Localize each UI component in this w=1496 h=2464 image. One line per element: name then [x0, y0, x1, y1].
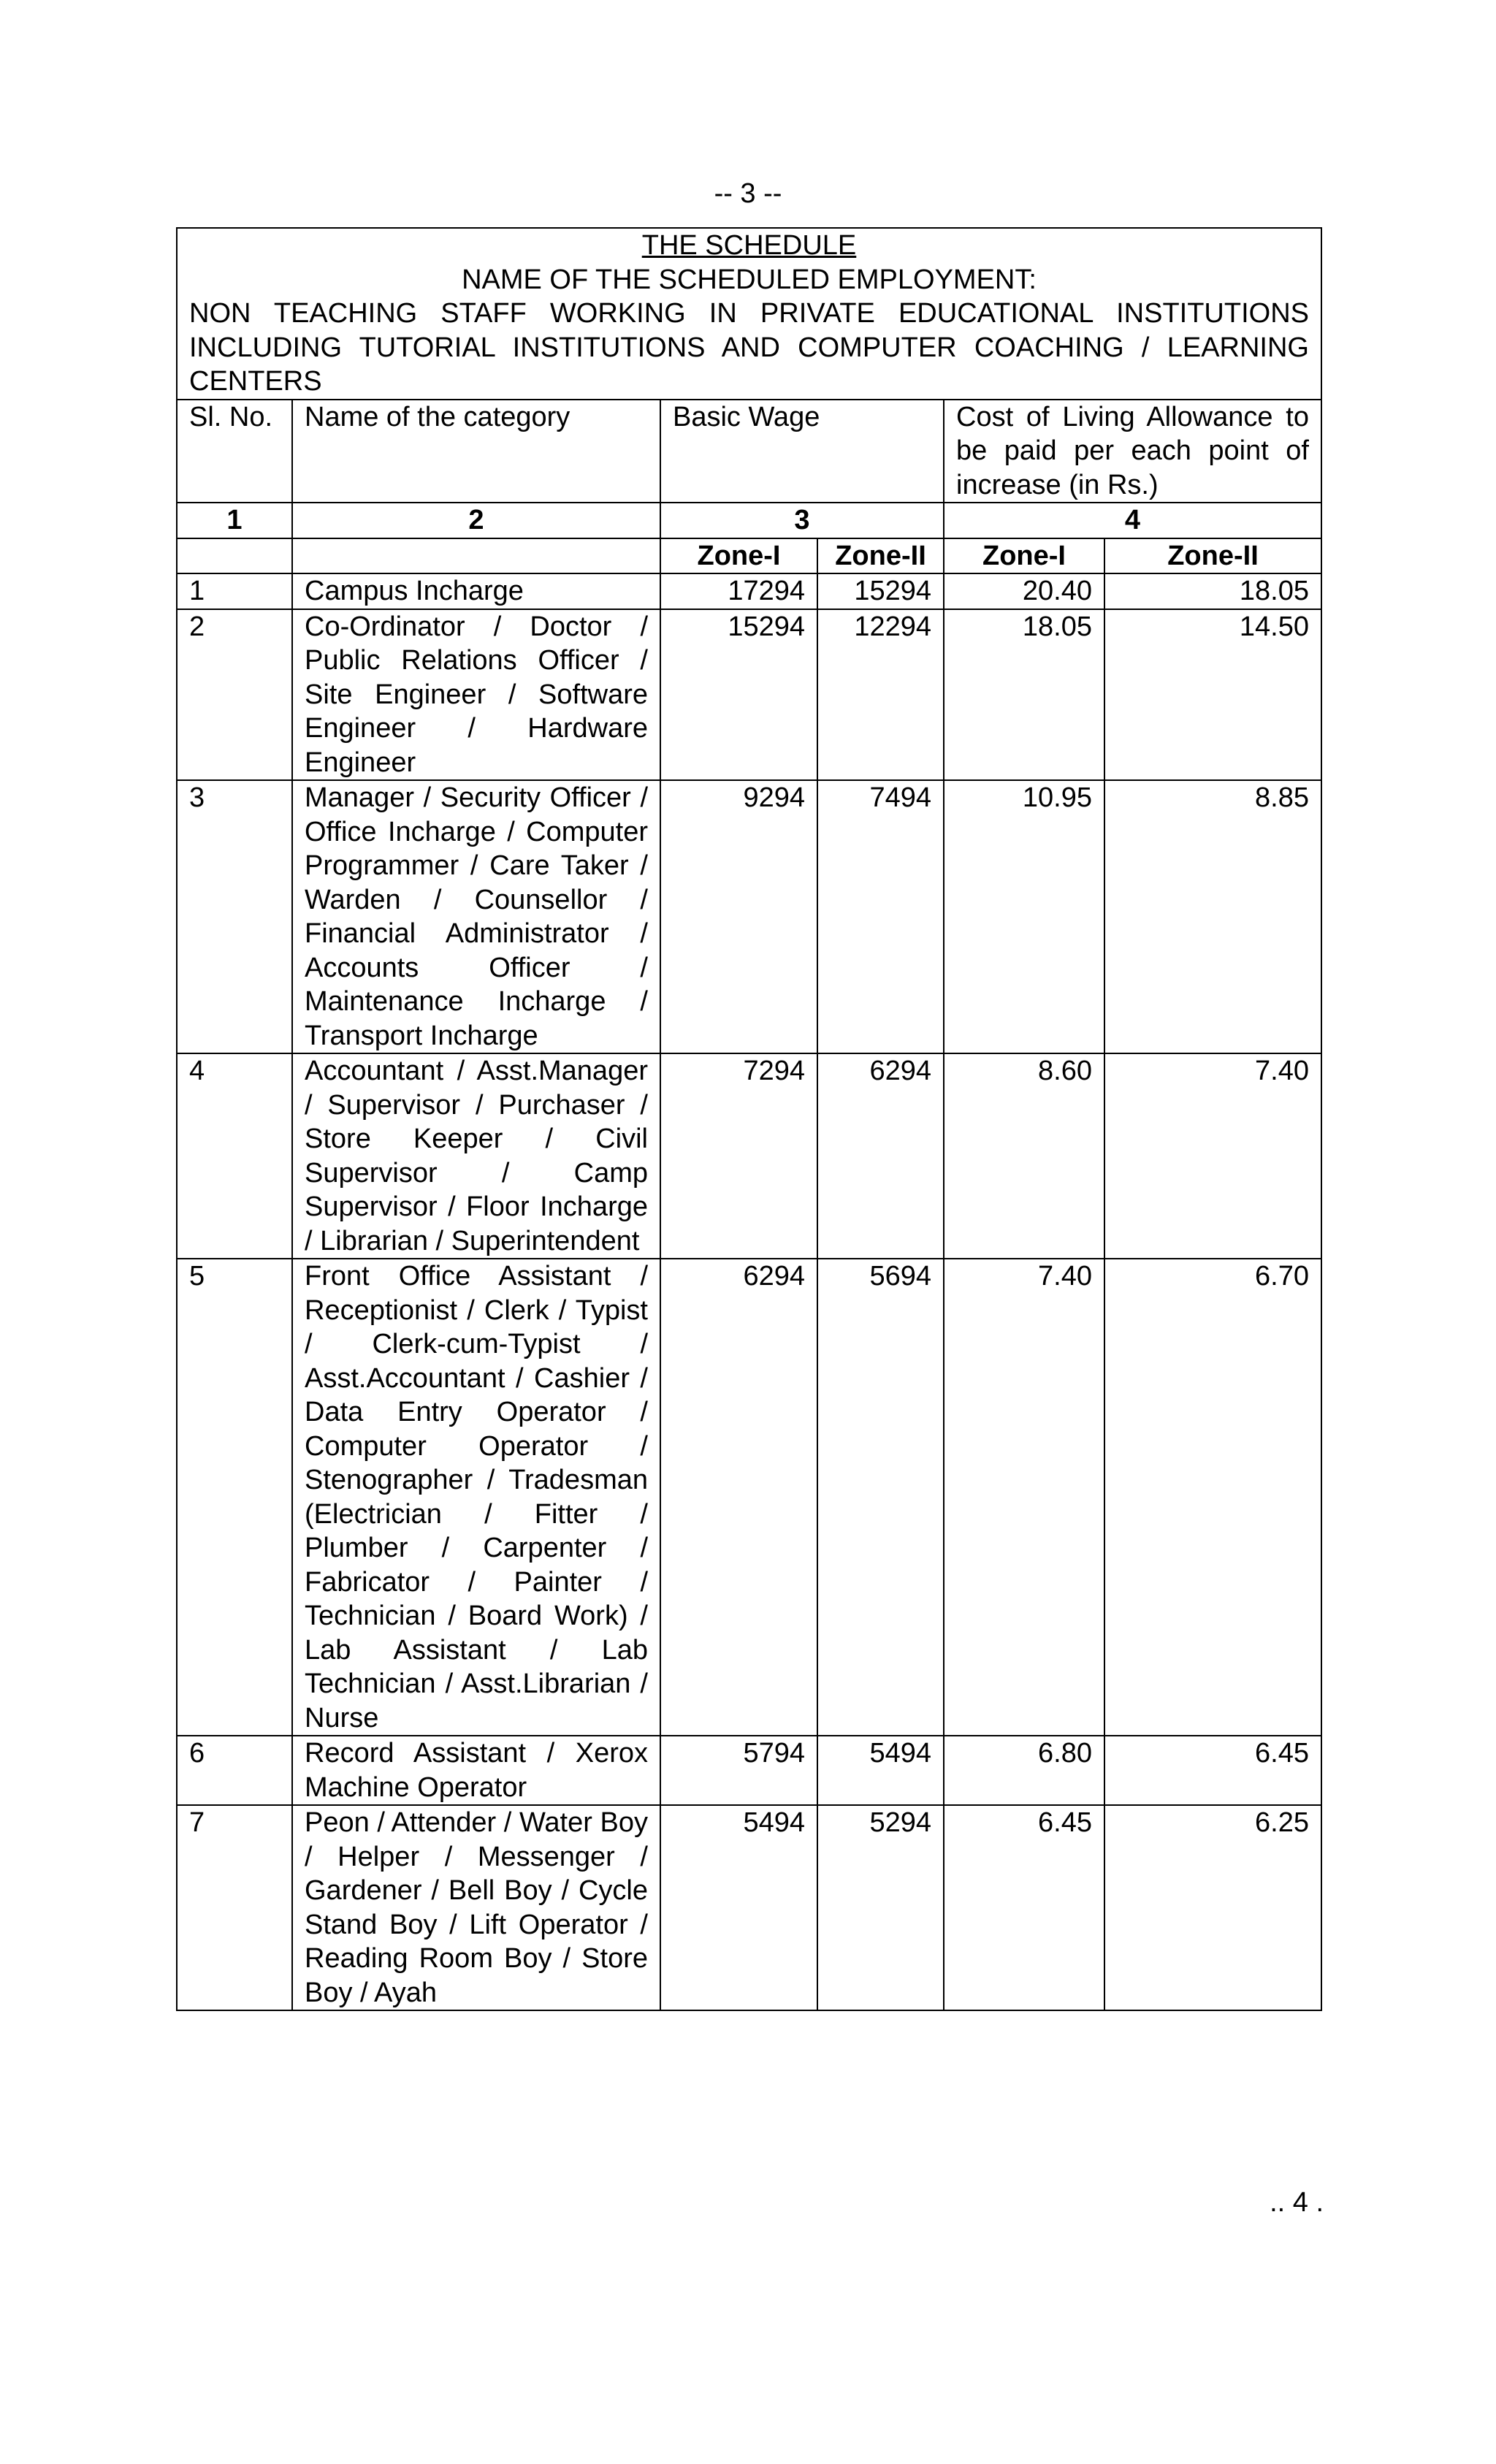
- sl-no-header: Sl. No.: [177, 400, 292, 503]
- cola-zone-2-cell: 6.25: [1104, 1805, 1321, 2010]
- employment-line-2: INCLUDING TUTORIAL INSTITUTIONS AND COMPUTER COACHING / LEARNING: [189, 332, 1309, 363]
- cola-zone-1-cell: 20.40: [944, 573, 1104, 609]
- column-number-2: 2: [292, 503, 660, 538]
- basic-zone-1-header: Zone-I: [660, 538, 817, 574]
- cola-zone-2-cell: 7.40: [1104, 1053, 1321, 1259]
- table-row: [177, 609, 1321, 781]
- schedule-heading-row: [177, 228, 1321, 400]
- cola-zone-1-cell: 10.95: [944, 780, 1104, 1053]
- basic-zone-2-cell: 6294: [817, 1053, 944, 1259]
- cola-zone-2-header: Zone-II: [1104, 538, 1321, 574]
- cola-zone-2-cell: 8.85: [1104, 780, 1321, 1053]
- basic-zone-2-cell: 5694: [817, 1259, 944, 1736]
- category-cell: Front Office Assistant / Receptionist / Clerk / Typist / Clerk-cum-Typist / Asst.Accountant / Cashier / Data Entry Operator / Computer Operator / Stenographer / Tradesman (Electrician / Fitter / Plumber / Carpenter / Fabricator / Painter / Technician / Board Work) / Lab Assistant / Lab Technician / Asst.Librarian / Nurse: [292, 1259, 660, 1736]
- page-number: -- 3 --: [714, 178, 782, 209]
- column-number-row: [177, 503, 1321, 538]
- schedule-title: THE SCHEDULE: [641, 230, 857, 261]
- schedule-subtitle: NAME OF THE SCHEDULED EMPLOYMENT:: [462, 264, 1037, 295]
- basic-zone-1-cell: 5494: [660, 1805, 817, 2010]
- category-cell: Record Assistant / Xerox Machine Operator: [292, 1736, 660, 1805]
- cola-header: Cost of Living Allowance to be paid per each point of increase (in Rs.): [944, 400, 1321, 503]
- basic-zone-1-cell: 9294: [660, 780, 817, 1053]
- cola-zone-1-cell: 8.60: [944, 1053, 1104, 1259]
- cola-zone-2-cell: 14.50: [1104, 609, 1321, 781]
- next-page-marker: .. 4 .: [1270, 2187, 1324, 2218]
- basic-zone-2-cell: 15294: [817, 573, 944, 609]
- schedule-heading: [177, 228, 1321, 400]
- cola-zone-1-cell: 18.05: [944, 609, 1104, 781]
- cola-zone-1-cell: 6.45: [944, 1805, 1104, 2010]
- category-cell: Accountant / Asst.Manager / Supervisor / Purchaser / Store Keeper / Civil Supervisor / Camp Supervisor / Floor Incharge / Librarian / Superintendent: [292, 1053, 660, 1259]
- zone-empty-cell: [292, 538, 660, 574]
- table-row: [177, 780, 1321, 1053]
- basic-zone-2-header: Zone-II: [817, 538, 944, 574]
- cola-zone-1-cell: 6.80: [944, 1736, 1104, 1805]
- cola-zone-2-cell: 6.70: [1104, 1259, 1321, 1736]
- table-row: [177, 573, 1321, 609]
- category-cell: Manager / Security Officer / Office Incharge / Computer Programmer / Care Taker / Warden / Counsellor / Financial Administrator / Accounts Officer / Maintenance Incharge / Transport Incharge: [292, 780, 660, 1053]
- sl-no-cell: 4: [177, 1053, 292, 1259]
- table-row: [177, 1736, 1321, 1805]
- column-number-1: 1: [177, 503, 292, 538]
- zone-empty-cell: [177, 538, 292, 574]
- category-cell: Co-Ordinator / Doctor / Public Relations Officer / Site Engineer / Software Engineer / Hardware Engineer: [292, 609, 660, 781]
- basic-zone-2-cell: 5294: [817, 1805, 944, 2010]
- schedule-table: [176, 227, 1322, 2011]
- table-row: [177, 1053, 1321, 1259]
- basic-zone-2-cell: 5494: [817, 1736, 944, 1805]
- basic-zone-1-cell: 6294: [660, 1259, 817, 1736]
- sl-no-cell: 2: [177, 609, 292, 781]
- category-cell: Peon / Attender / Water Boy / Helper / Messenger / Gardener / Bell Boy / Cycle Stand Boy / Lift Operator / Reading Room Boy / Store Boy / Ayah: [292, 1805, 660, 2010]
- column-header-row: [177, 400, 1321, 503]
- table-row: [177, 1805, 1321, 2010]
- column-number-4: 4: [944, 503, 1321, 538]
- cola-zone-2-cell: 6.45: [1104, 1736, 1321, 1805]
- table-row: [177, 1259, 1321, 1736]
- basic-zone-2-cell: 7494: [817, 780, 944, 1053]
- basic-wage-header: Basic Wage: [660, 400, 944, 503]
- category-header: Name of the category: [292, 400, 660, 503]
- sl-no-cell: 6: [177, 1736, 292, 1805]
- basic-zone-2-cell: 12294: [817, 609, 944, 781]
- cola-zone-1-cell: 7.40: [944, 1259, 1104, 1736]
- category-cell: Campus Incharge: [292, 573, 660, 609]
- sl-no-cell: 7: [177, 1805, 292, 2010]
- cola-zone-1-header: Zone-I: [944, 538, 1104, 574]
- employment-line-1: NON TEACHING STAFF WORKING IN PRIVATE EDUCATIONAL INSTITUTIONS: [189, 298, 1309, 329]
- employment-line-3: CENTERS: [189, 366, 322, 397]
- zone-header-row: [177, 538, 1321, 574]
- sl-no-cell: 1: [177, 573, 292, 609]
- cola-zone-2-cell: 18.05: [1104, 573, 1321, 609]
- basic-zone-1-cell: 17294: [660, 573, 817, 609]
- sl-no-cell: 3: [177, 780, 292, 1053]
- sl-no-cell: 5: [177, 1259, 292, 1736]
- basic-zone-1-cell: 15294: [660, 609, 817, 781]
- column-number-3: 3: [660, 503, 944, 538]
- basic-zone-1-cell: 5794: [660, 1736, 817, 1805]
- basic-zone-1-cell: 7294: [660, 1053, 817, 1259]
